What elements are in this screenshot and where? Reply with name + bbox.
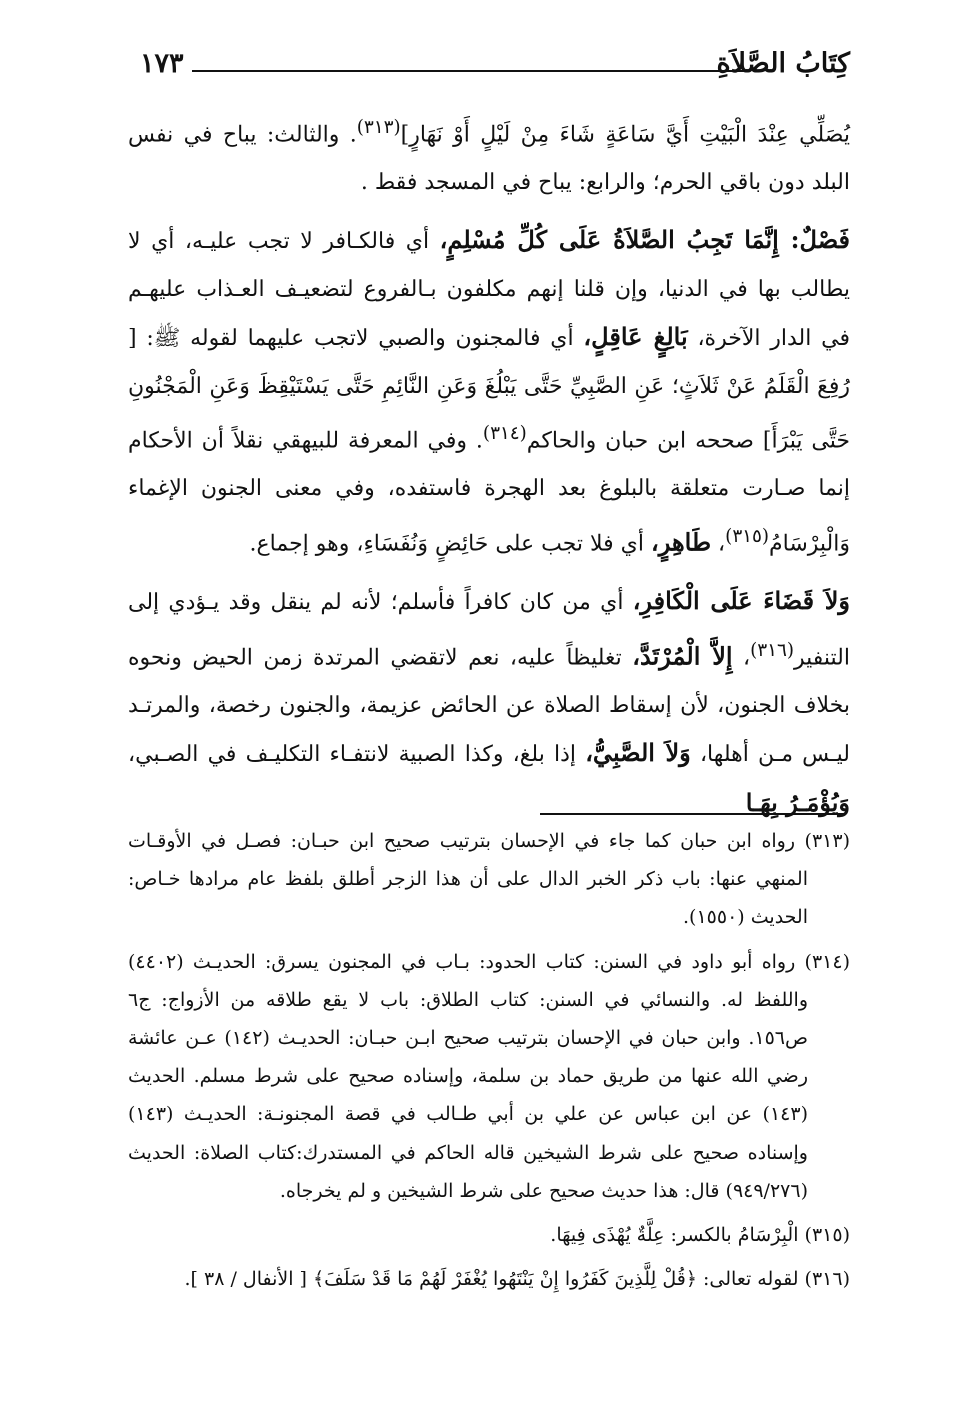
paragraph-text: ، bbox=[711, 530, 726, 556]
matn-text: طَاهِرٍ، bbox=[651, 526, 712, 556]
footnote-ref-315: (٣١٥) bbox=[725, 525, 770, 547]
running-title: كِتَابُ الصَّلاَةِ bbox=[716, 48, 850, 79]
paragraph-3 bbox=[128, 577, 850, 828]
footnote-ref-316: (٣١٦) bbox=[750, 639, 794, 661]
paragraph-text: ، bbox=[732, 645, 751, 671]
paragraph-2 bbox=[128, 216, 850, 567]
paragraph-1 bbox=[128, 104, 850, 206]
paragraph-text: أي فلا تجب على حَائِضٍ وَنُفَسَاءِ، وهو إجماع. bbox=[249, 530, 651, 556]
paragraph-text: . وفي المعرفة للبيهقي نقلاً أن الأحكام إنما صـارت متعلقة بالبلوغ بعد الهجرة فاستفده، وفي معنى الجنون الإغماء وَالْبِرْسَامُ bbox=[128, 428, 850, 556]
footnote-314: (٣١٤) رواه أبو داود في السنن: كتاب الحدود: بـاب في المجنون يسرق: الحديـث (٤٤٠٢) واللفظ له. والنسائي في السنن: كتاب الطلاق: باب لا يقع طلاقه من الأزواج: ج٦ ص١٥٦. وابن حبان في الإحسان بترتيب صحيح ابـن حبـان: الحديـث (١٤٢) عـن عائشة رضي الله عنها من طريق حماد بن سلمة، وإسناده صحيح على شرط مسلم. الحديث (١٤٣) عن ابن عباس عن علي بن أبي طـالب في قصة المجنونـة: الحديـث (١٤٣) وإسناده صحيح على شرط الشيخين قاله الحاكم في المستدرك:كتاب الصلاة: الحديث (٩٤٩/٢٧٦) قال: هذا حديث صحيح على شرط الشيخين و لم يخرجاه. bbox=[128, 950, 850, 1202]
matn-heading: فَصْلٌ: إِنَّمَا تَجِبُ الصَّلاَةُ عَلَى كُلِّ مُسْلِمٍ، bbox=[439, 225, 850, 255]
matn-text: إِلاَّ الْمُرْتَدَّ، bbox=[632, 641, 733, 671]
footnote-ref-313: (٣١٣) bbox=[356, 117, 401, 138]
footnote-316: (٣١٦) لقوله تعالى: ﴿قُلْ لِلَّذِينَ كَفَرُوا إِنْ يَنْتَهُوا يُغْفَرْ لَهُمْ مَا قَدْ سَلَفَ﴾ [ الأنفال / ٣٨ ]. bbox=[184, 1268, 850, 1291]
footnote-313: (٣١٣) رواه ابن حبان كما جاء في الإحسان بترتيب صحيح ابن حبـان: فصـل في الأوقـات المنهي عنها: باب ذكر الخبر الدال على أن هذا الزجر أطلق بلفظ عام مرادها خـاص: الحديث (١٥٥٠). bbox=[128, 830, 850, 929]
footnote-ref-314: (٣١٤) bbox=[482, 423, 527, 445]
main-text bbox=[128, 104, 850, 828]
paragraph-text: أي فالمجنون والصبي لاتجب عليهما لقوله ﷺ: [ رُفِعَ الْقَلَمُ عَنْ ثَلاَثٍ؛ عَنِ الصَّبِيِّ حَتَّى يَبْلُغَ وَعَنِ النَّائِمِ حَتَّى يَسْتَيْقِظَ وَعَنِ الْمَجْنُونِ حَتَّى يَبْرَأَ] صححه ابن حبان والحاكم bbox=[128, 326, 850, 454]
paragraph-text: إذا بلغ، وكذا الصبية لانتفـاء التكليـف في الصـبي، bbox=[128, 742, 586, 768]
matn-text: وَلاَ الصَّبِيُّ، bbox=[585, 738, 691, 768]
footnotes bbox=[128, 822, 850, 1298]
hadith-text: يُصَلِّي عِنْدَ الْبَيْتِ أَيَّ سَاعَةٍ شَاءَ مِنْ لَيْلٍ أَوْ نَهَارٍ] bbox=[400, 122, 850, 148]
page-number: ١٧٣ bbox=[140, 48, 184, 79]
matn-text: وَلاَ قَضَاءَ عَلَى الْكَافِرِ، bbox=[632, 586, 850, 616]
paragraph-text: أي فالكـافر لا تجب عليـه، أي لا يطالب بها في الدنيا، وإن قلنا إنهم مكلفون بـالفروع لتضعيـف العـذاب عليهـم في الدار الآخرة، bbox=[128, 229, 850, 352]
header-rule bbox=[192, 70, 746, 72]
footnote-separator bbox=[540, 813, 846, 815]
matn-text: وَيُؤْمَـرُ بِهَـا bbox=[745, 787, 850, 817]
paragraph-text: . والثالث: يباح في نفس البلد دون باقي الحرم؛ والرابع: يباح في المسجد فقط . bbox=[128, 122, 850, 195]
paragraph-text: تغليظاً عليه، نعم لاتقضي المرتدة زمن الحيض ونحوه بخلاف الجنون، لأن إسقاط الصلاة عن الحائض عزيمة، والجنون رخصة، والمرتـد ليـس مـن أهلها، bbox=[128, 645, 851, 768]
footnote-315: (٣١٥) الْبِرْسَامُ بالكسر: عِلَّةٌ يُهْذَى فِيهَا. bbox=[550, 1224, 850, 1247]
page-header bbox=[140, 44, 850, 84]
paragraph-text: أي من كان كافراً فأسلم؛ لأنه لم ينقل وقد يـؤدي إلى التنفير bbox=[128, 590, 850, 671]
matn-text: بَالِغٍ عَاقِلٍ، bbox=[583, 322, 688, 352]
